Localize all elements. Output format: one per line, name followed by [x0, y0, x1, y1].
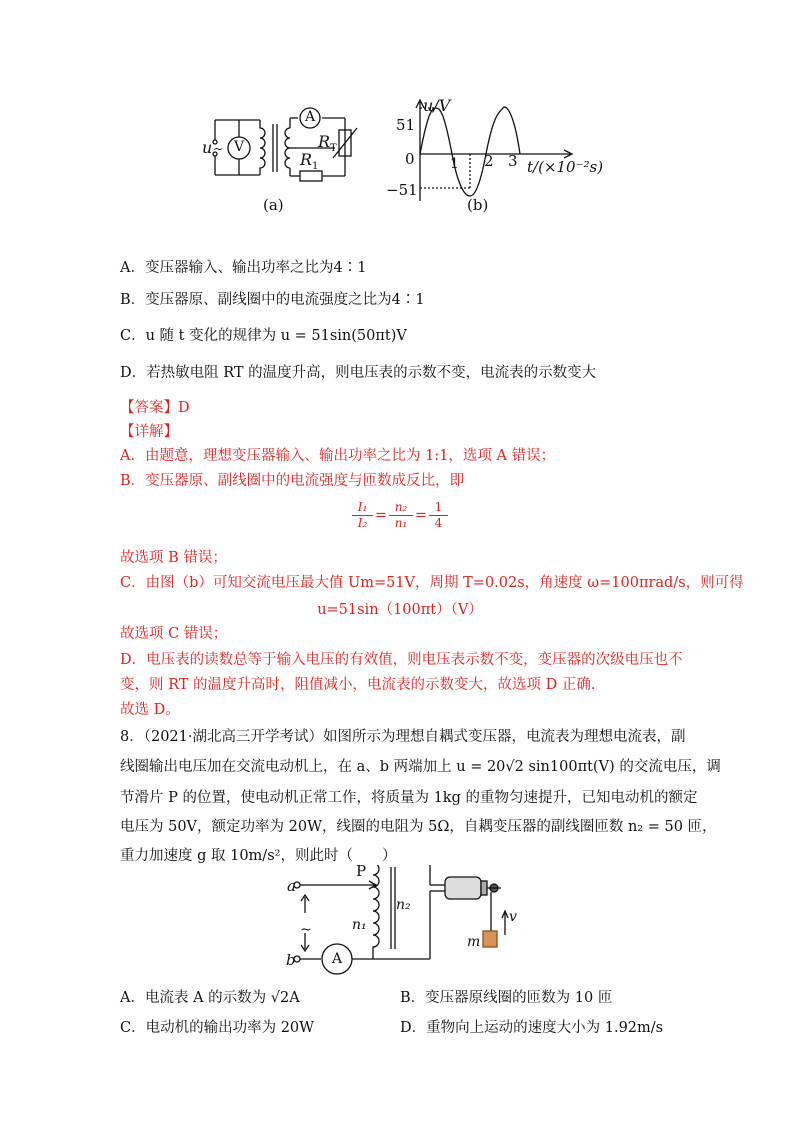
explain-b: B．变压器原、副线圈中的电流强度与匝数成反比，即: [120, 473, 465, 489]
fig-b-tick-2: 2: [484, 152, 494, 170]
fig-b-tick-3: 3: [508, 152, 518, 170]
fig-q8-label-n1: n₁: [352, 917, 367, 933]
explain-c-formula: u=51sin（100πt）（V）: [317, 602, 483, 618]
fig-q8-label-b: b: [286, 951, 296, 969]
q7-option-b[interactable]: B．变压器原、副线圈中的电流强度之比为4∶1: [120, 292, 425, 308]
figure-q8-autotransformer: [285, 865, 515, 975]
q7-option-a[interactable]: A．变压器输入、输出功率之比为4∶1: [120, 260, 367, 276]
explain-d-line1: D．电压表的读数总等于输入电压的有效值，则电压表示数不变，变压器的次级电压也不: [120, 652, 683, 668]
q8-line5: 重力加速度 g 取 10m/s²，则此时（ ）: [120, 848, 397, 864]
fig-a-ammeter-label: A: [305, 109, 316, 125]
fig-a-tilde: ~: [213, 142, 224, 156]
fig-a-voltmeter-label: V: [234, 139, 245, 155]
fig-q8-tilde: ~: [300, 922, 312, 938]
fig-q8-label-m: m: [467, 934, 481, 950]
q8-option-c[interactable]: C．电动机的输出功率为 20W: [120, 1020, 315, 1036]
fig-a-label-u: u: [202, 138, 213, 157]
fig-b-tick-51: 51: [396, 116, 416, 134]
explain-final: 故选 D。: [120, 702, 180, 718]
figure-b-caption: (b): [467, 196, 489, 214]
fig-b-x-axis-label: t/(×10⁻²s): [527, 158, 604, 176]
answer: 【答案】D: [120, 400, 190, 416]
q8-option-a[interactable]: A．电流表 A 的示数为 √2A: [120, 990, 300, 1006]
q8-line1: 8．（2021·湖北高三开学考试）如图所示为理想自耦式变压器，电流表为理想电流表，副: [120, 729, 686, 745]
explain-b-conclusion: 故选项 B 错误；: [120, 550, 227, 566]
fig-a-r1-label: $R_1$: [300, 150, 319, 173]
fig-b-y-axis-label: u/V: [423, 96, 451, 115]
fig-a-rt-label: $R_T$: [318, 132, 337, 155]
q7-option-c[interactable]: C．u 随 t 变化的规律为 u = 51sin(50πt)V: [120, 328, 407, 344]
fig-q8-ammeter-label: A: [332, 951, 343, 967]
q8-line4: 电压为 50V，额定功率为 20W，线圈的电阻为 5Ω，自耦变压器的副线圈匝数 n₂ = 50 匝，: [120, 819, 717, 835]
fig-q8-label-a: a: [287, 877, 296, 895]
q8-option-b[interactable]: B．变压器原线圈的匝数为 10 匝: [400, 990, 613, 1006]
fig-b-tick-1: 1: [450, 156, 459, 172]
fig-q8-label-p: P: [356, 862, 367, 880]
q8-option-d[interactable]: D．重物向上运动的速度大小为 1.92m/s: [400, 1020, 664, 1036]
q8-line2: 线圈输出电压加在交流电动机上，在 a、b 两端加上 u = 20√2 sin100πt(V) 的交流电压，调: [120, 759, 721, 775]
detail-heading: 【详解】: [120, 424, 178, 440]
q8-line3: 节滑片 P 的位置，使电动机正常工作，将质量为 1kg 的重物匀速提升，已知电动机的额定: [120, 790, 698, 806]
fig-b-tick-0: 0: [405, 150, 415, 168]
explain-c-conclusion: 故选项 C 错误；: [120, 626, 228, 642]
explain-d-line2: 变，则 RT 的温度升高时，阻值减小，电流表的示数变大，故选项 D 正确.: [120, 677, 596, 693]
figure-a-caption: (a): [263, 196, 284, 214]
fig-q8-label-n2: n₂: [396, 897, 411, 913]
fig-q8-label-v: v: [509, 909, 517, 925]
explain-a: A．由题意，理想变压器输入、输出功率之比为 1:1，选项 A 错误；: [120, 448, 556, 464]
q7-option-d[interactable]: D．若热敏电阻 RT 的温度升高，则电压表的示数不变，电流表的示数变大: [120, 365, 597, 381]
formula-b: $\frac{\text{I₁}}{\text{I₂}}$ = $\frac{\text{n₂}}{\text{n₁}}$ = $\frac{1}{4}$: [0, 500, 800, 531]
explain-c-line1: C．由图（b）可知交流电压最大值 Um=51V，周期 T=0.02s，角速度 ω=100πrad/s，则可得: [120, 575, 744, 591]
fig-b-tick-neg51: −51: [386, 181, 418, 199]
